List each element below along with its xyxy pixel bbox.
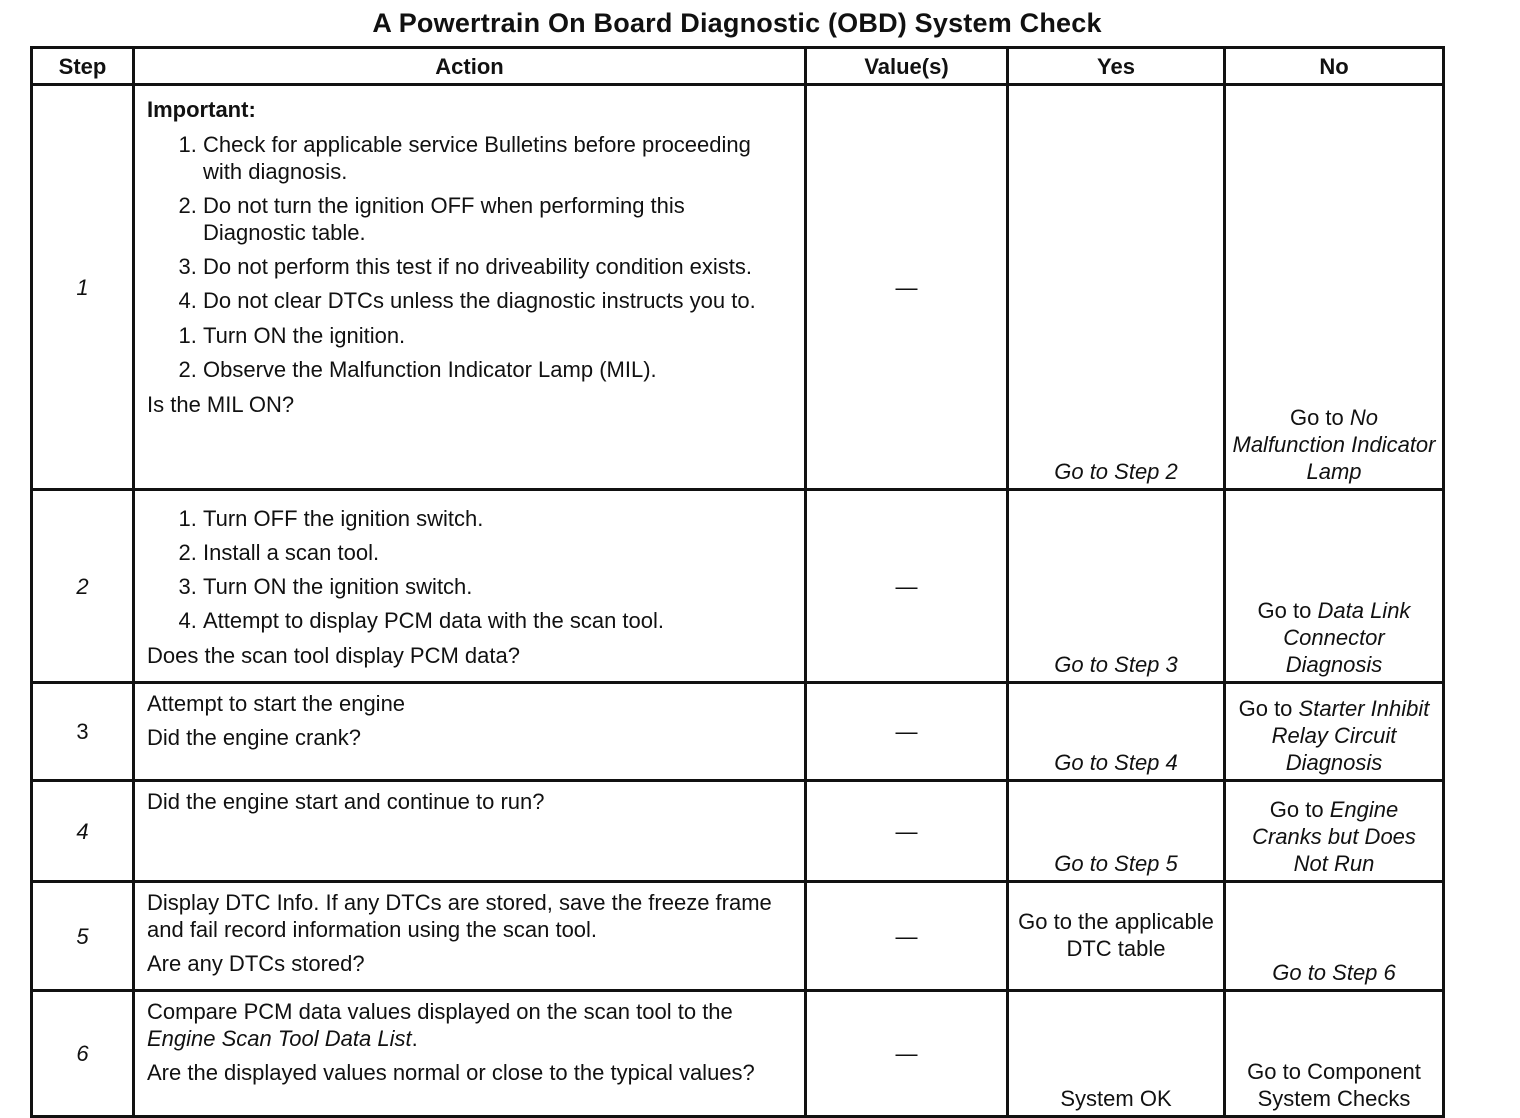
step-number: 2: [32, 490, 134, 683]
no-cell: [1225, 490, 1444, 683]
list-item: 1. Check for applicable service Bulletins before proceeding with diagnosis.: [203, 131, 792, 185]
no-cell: [1225, 781, 1444, 882]
yes-cell: Go to Step 4: [1008, 683, 1225, 781]
question-text: Does the scan tool display PCM data?: [147, 643, 520, 668]
action-text-reference: Engine Scan Tool Data List: [147, 1026, 412, 1051]
action-text-prefix: Compare PCM data values displayed on the scan tool to the: [147, 999, 733, 1024]
list-item: 3. Do not perform this test if no driveability condition exists.: [203, 253, 792, 280]
yes-cell: Go to the applicable DTC table: [1008, 882, 1225, 991]
action-cell: [134, 781, 806, 882]
value-cell: —: [806, 991, 1008, 1117]
action-cell: [134, 991, 806, 1117]
table-row: [32, 683, 1444, 781]
step-number: 6: [32, 991, 134, 1117]
table-row: [32, 882, 1444, 991]
table-row: [32, 781, 1444, 882]
no-prefix: Go to: [1289, 405, 1344, 430]
action-text: Attempt to start the engine: [147, 691, 406, 716]
step-number: 5: [32, 882, 134, 991]
header-row: [32, 48, 1444, 85]
no-reference: Starter Inhibit Relay Circuit Diagnosis: [1271, 696, 1430, 775]
value-cell: —: [806, 85, 1008, 490]
step-number: 4: [32, 781, 134, 882]
list-item: 1. Turn OFF the ignition switch.: [203, 505, 792, 532]
action-cell: [134, 85, 806, 490]
yes-cell: System OK: [1008, 991, 1225, 1117]
no-prefix: Go to: [1269, 797, 1324, 822]
no-reference: Data Link Connector Diagnosis: [1283, 598, 1411, 677]
header-action: Action: [134, 48, 806, 85]
value-cell: —: [806, 781, 1008, 882]
header-step: Step: [32, 48, 134, 85]
list-item: 4. Attempt to display PCM data with the scan tool.: [203, 607, 792, 634]
value-cell: —: [806, 683, 1008, 781]
diagnostic-table: [30, 46, 1445, 1118]
no-cell: Go to Component System Checks: [1225, 991, 1444, 1117]
step-number: 1: [32, 85, 134, 490]
list-item: 4. Do not clear DTCs unless the diagnostic instructs you to.: [203, 287, 792, 314]
step-number: 3: [32, 683, 134, 781]
question-text: Are any DTCs stored?: [147, 951, 365, 976]
header-no: No: [1225, 48, 1444, 85]
page-title: A Powertrain On Board Diagnostic (OBD) System Check: [372, 8, 1102, 38]
header-values: Value(s): [806, 48, 1008, 85]
yes-cell: Go to Step 3: [1008, 490, 1225, 683]
action-text: Display DTC Info. If any DTCs are stored, save the freeze frame and fail record information using the scan tool.: [147, 890, 772, 942]
action-cell: [134, 882, 806, 991]
no-reference: Engine Cranks but Does Not Run: [1252, 797, 1416, 876]
important-list: [147, 131, 792, 314]
list-item: 2. Install a scan tool.: [203, 539, 792, 566]
no-cell: Go to Step 6: [1225, 882, 1444, 991]
question-text: Did the engine start and continue to run?: [147, 789, 545, 814]
table-row: [32, 490, 1444, 683]
no-prefix: Go to: [1238, 696, 1293, 721]
important-label: Important:: [147, 97, 256, 122]
action-text-suffix: .: [411, 1026, 418, 1051]
list-item: 1. Turn ON the ignition.: [203, 322, 792, 349]
list-item: 2. Observe the Malfunction Indicator Lamp (MIL).: [203, 356, 792, 383]
no-reference: No Malfunction Indicator Lamp: [1232, 405, 1436, 484]
header-yes: Yes: [1008, 48, 1225, 85]
procedure-list: [147, 505, 792, 634]
list-item: 2. Do not turn the ignition OFF when performing this Diagnostic table.: [203, 192, 792, 246]
action-cell: [134, 490, 806, 683]
yes-cell: Go to Step 5: [1008, 781, 1225, 882]
procedure-list: [147, 322, 792, 383]
value-cell: —: [806, 490, 1008, 683]
question-text: Is the MIL ON?: [147, 392, 295, 417]
table-row: [32, 991, 1444, 1117]
no-cell: [1225, 683, 1444, 781]
value-cell: —: [806, 882, 1008, 991]
no-cell: [1225, 85, 1444, 490]
list-item: 3. Turn ON the ignition switch.: [203, 573, 792, 600]
action-text: [147, 998, 792, 1052]
no-prefix: Go to: [1257, 598, 1312, 623]
yes-cell: Go to Step 2: [1008, 85, 1225, 490]
action-cell: [134, 683, 806, 781]
table-row: [32, 85, 1444, 490]
question-text: Did the engine crank?: [147, 725, 362, 750]
question-text: Are the displayed values normal or close to the typical values?: [147, 1060, 755, 1085]
